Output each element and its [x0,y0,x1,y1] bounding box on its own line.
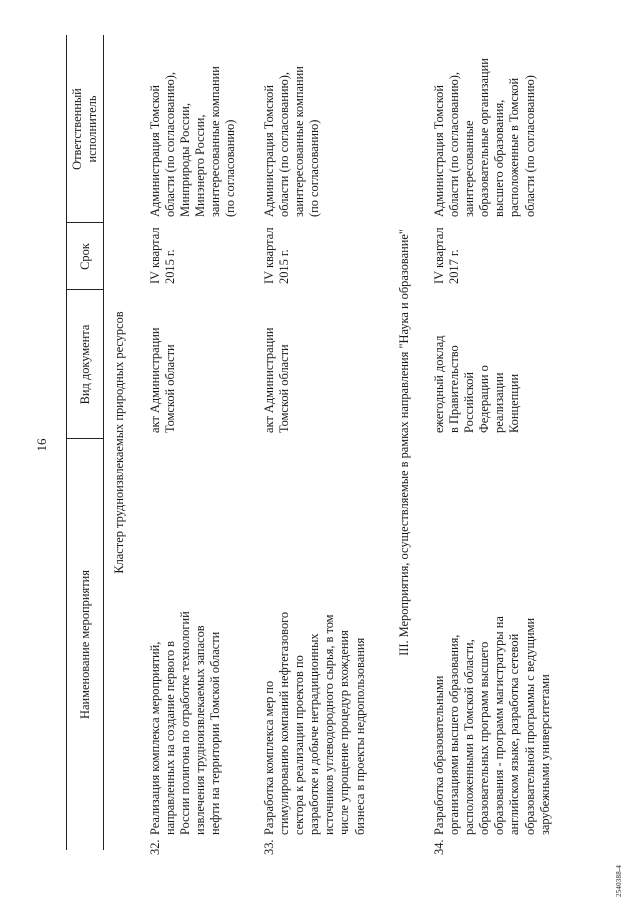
row-34-term: IV квартал 2017 г. [432,227,462,284]
row-34-doc: ежегодный доклад в Правительство Российской Федерации о реализации Концепции [432,335,522,433]
row-33-name: Разработка комплекса мер по стимулированию компаний нефтегазового сектора к реализации проектов по разработке и добыче нетрадиционных источников углеводородного сырья, в том числе упрощение процедур вхождения бизнеса в проекты недропользования [262,611,367,835]
row-34-resp: Администрация Томской области (по согласованию), заинтересованные образовательные организации высшего образования, расположенные в Томской области (по согласованию) [432,58,537,217]
row-33-doc: акт Администрации Томской области [262,327,292,433]
row-32-resp: Администрация Томской области (по согласованию), Минприроды России, Минэнерго России, заинтересованные компании (по согласованию) [148,66,238,217]
header-bottom-rule [103,35,104,850]
col-header-doc: Вид документа [78,324,92,405]
table-top-rule [66,35,67,850]
row-34-name: Разработка образовательными организациями высшего образования, расположенными в Томской области, образовательных программ высшего образования - программ магистратуры на английском языке, разработка сетевой образовательной программы с ведущими зарубежными университетами [432,616,552,835]
col-header-resp: Ответственный исполнитель [70,88,100,170]
row-33-resp: Администрация Томской области (по согласованию), заинтересованные компании (по согласованию) [262,66,322,217]
row-33-num: 33. [262,839,276,855]
doc-code: 2540388-4 [615,864,623,897]
col-header-term: Срок [78,243,92,270]
row-32-num: 32. [148,839,162,855]
row-33-term: IV квартал 2015 г. [262,227,292,284]
row-34-num: 34. [432,839,446,855]
col-header-name: Наименование мероприятия [78,570,92,719]
row-32-name: Реализация комплекса мероприятий, направленных на создание первого в России полигона по отработке технологий извлечения трудноизвлекаемых запасов нефти на территории Томской области [148,611,223,835]
row-32-term: IV квартал 2015 г. [148,227,178,284]
page-number: 16 [34,438,49,452]
row-32-doc: акт Администрации Томской области [148,327,178,433]
section-science: III. Мероприятия, осуществляемые в рамках направления "Наука и образование" [397,229,411,656]
section-cluster: Кластер трудноизвлекаемых природных ресурсов [112,311,126,574]
